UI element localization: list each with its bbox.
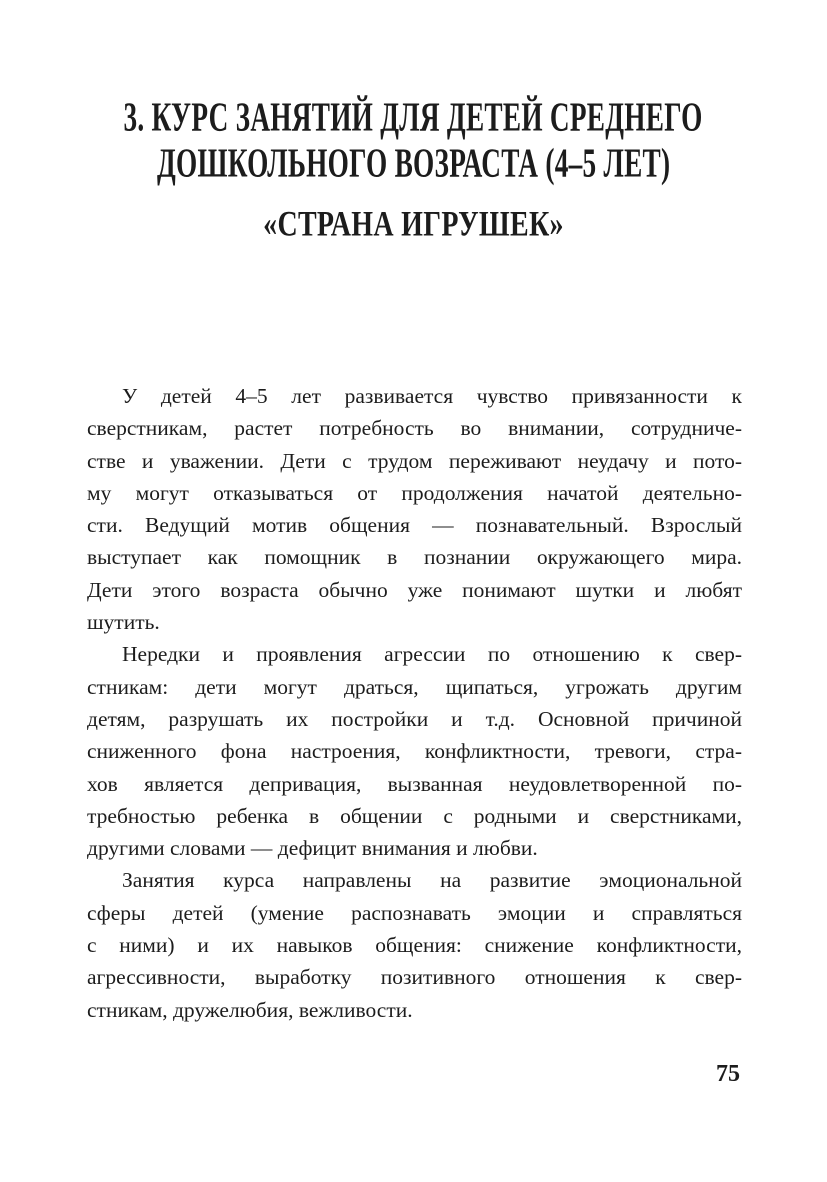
paragraph-1: [87, 380, 742, 638]
text-line: требностью ребенка в общении с родными и сверстниками,: [87, 803, 742, 828]
text-line: Нередки и проявления агрессии по отношению к свер-: [122, 642, 742, 667]
text-line: детям, разрушать их постройки и т.д. Основной причиной: [87, 706, 742, 731]
text-line: сти. Ведущий мотив общения — познавательный. Взрослый: [87, 513, 742, 538]
text-line: агрессивности, выработку позитивного отношения к свер-: [87, 965, 742, 990]
text-line: другими словами — дефицит внимания и любви.: [87, 836, 538, 861]
text-line: Занятия курса направлены на развитие эмоциональной: [122, 868, 742, 893]
text-line: стникам, дружелюбия, вежливости.: [87, 997, 413, 1022]
text-line: сверстникам, растет потребность во внимании, сотрудниче-: [87, 416, 742, 441]
text-line: сниженного фона настроения, конфликтности, тревоги, стра-: [87, 739, 742, 764]
course-title: [0, 202, 827, 248]
paragraph-3: [87, 864, 742, 1025]
text-line: Дети этого возраста обычно уже понимают шутки и любят: [87, 577, 742, 602]
text-line: У детей 4–5 лет развивается чувство привязанности к: [122, 384, 742, 408]
chapter-heading: [0, 94, 827, 186]
text-line: с ними) и их навыков общения: снижение конфликтности,: [87, 933, 742, 958]
text-line: стникам: дети могут драться, щипаться, угрожать другим: [87, 674, 742, 699]
text-line: сферы детей (умение распознавать эмоции и справляться: [87, 900, 742, 925]
chapter-heading-line2-text: ДОШКОЛЬНОГО ВОЗРАСТА (4–5 ЛЕТ): [156, 139, 671, 186]
chapter-heading-line1-text: 3. КУРС ЗАНЯТИЙ ДЛЯ ДЕТЕЙ СРЕДНЕГО: [123, 93, 704, 140]
body-text: [87, 380, 742, 1026]
paragraph-2: [87, 638, 742, 864]
text-line: хов является депривация, вызванная неудовлетворенной по-: [87, 771, 742, 796]
page-number: 75: [716, 1061, 740, 1087]
text-line: шутить.: [87, 610, 160, 635]
text-line: му могут отказываться от продолжения начатой деятельно-: [87, 480, 742, 505]
text-line: выступает как помощник в познании окружающего мира.: [87, 545, 742, 570]
text-line: стве и уважении. Дети с трудом переживают неудачу и пото-: [87, 448, 742, 473]
course-title-text: «СТРАНА ИГРУШЕК»: [263, 204, 564, 245]
